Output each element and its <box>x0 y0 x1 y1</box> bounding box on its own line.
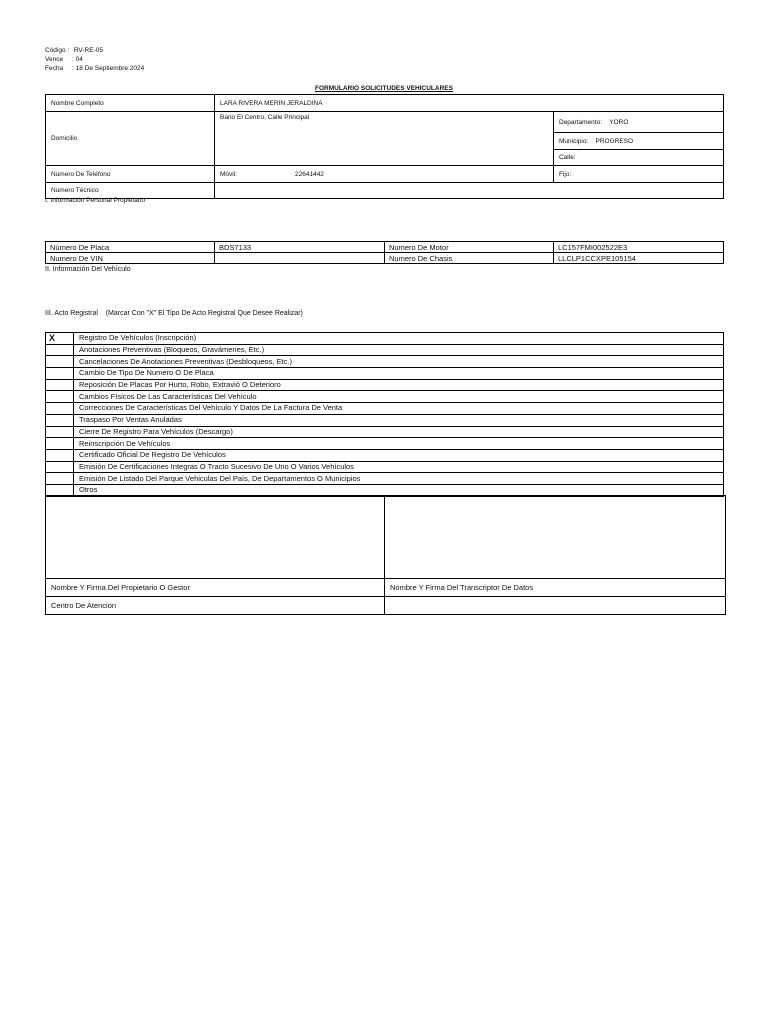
section-vehicle-caption: II. Información Del Vehículo <box>45 266 131 273</box>
technical-number-label: Numero Técnico <box>46 183 215 199</box>
plate-label: Número De Placa <box>46 242 215 253</box>
service-center-value[interactable] <box>385 597 726 615</box>
owner-signature-label: Nombre Y Firma Del Propietario O Gestor <box>46 579 385 597</box>
registry-act-row[interactable] <box>46 449 724 461</box>
registry-act-label: Cierre De Registro Para Vehículos (Descargo) <box>74 426 724 438</box>
registry-act-checkbox[interactable] <box>46 344 74 356</box>
registry-act-label: Certificado Oficial De Registro De Vehículos <box>74 449 724 461</box>
registry-act-checkbox[interactable] <box>46 391 74 403</box>
full-name-value[interactable]: LARA RIVERA MERIN JERALDINA <box>215 95 724 112</box>
registry-acts-table <box>45 332 724 497</box>
transcriber-signature-label: Nombre Y Firma Del Transcriptor De Datos <box>385 579 726 597</box>
code-value: RV-RE-05 <box>73 47 103 54</box>
registry-act-row[interactable] <box>46 426 724 438</box>
department-value[interactable]: YORO <box>609 118 629 126</box>
registry-act-row[interactable] <box>46 438 724 450</box>
vin-value[interactable] <box>215 253 385 264</box>
registry-act-label: Otros <box>74 484 724 496</box>
registry-act-label: Cancelaciones De Anotaciones Preventivas (Desbloqueos, Etc.) <box>74 356 724 368</box>
registry-act-label: Traspaso Por Ventas Anuladas <box>74 414 724 426</box>
engine-value[interactable]: LC157FMI002522E3 <box>554 242 724 253</box>
mobile-label: Móvil: <box>220 170 237 178</box>
registry-act-row[interactable] <box>46 473 724 485</box>
service-center-label: Centro De Atencion <box>46 597 385 615</box>
expires-label: Vence <box>45 56 64 63</box>
registry-act-row[interactable] <box>46 356 724 368</box>
registry-act-label: Emisión De Certificaciones Integras O Tracto Sucesivo De Uno O Varios Vehículos <box>74 461 724 473</box>
full-name-label: Nombre Completo <box>46 95 215 112</box>
registry-heading: III. Acto Registral <box>45 310 98 317</box>
date-value: : 18 De Septiembre 2024 <box>72 65 145 72</box>
street-label: Calle: <box>559 154 576 161</box>
registry-act-row[interactable] <box>46 333 724 345</box>
section-personal-caption: I. Información Personal Propietario <box>45 197 146 204</box>
chassis-value[interactable]: LLCLP1CCXPE105154 <box>554 253 724 264</box>
registry-act-row[interactable] <box>46 368 724 380</box>
address-value[interactable]: Bario El Centro, Calle Principal <box>215 112 554 166</box>
transcriber-signature-area[interactable] <box>385 496 726 579</box>
landline-label: Fijo: <box>559 170 572 178</box>
registry-act-label: Registro De Vehículos (Inscripción) <box>74 333 724 345</box>
registry-act-checkbox[interactable] <box>46 356 74 368</box>
department-label: Departamento: <box>559 118 602 126</box>
engine-label: Numero De Motor <box>385 242 554 253</box>
mobile-value[interactable]: 22641442 <box>295 170 324 178</box>
date-label: Fecha <box>45 65 64 72</box>
registry-heading-line <box>45 310 303 317</box>
address-label: Domicilio <box>46 112 215 166</box>
vin-label: Numero De VIN <box>46 253 215 264</box>
registry-act-checkbox[interactable] <box>46 473 74 485</box>
document-meta <box>45 46 144 73</box>
registry-act-label: Anotaciones Preventivas (Bloqueos, Gravámenes, Etc.) <box>74 344 724 356</box>
registry-act-label: Reposición De Placas Por Hurto, Robo, Extravió O Deterioro <box>74 379 724 391</box>
plate-value[interactable]: BDS7133 <box>215 242 385 253</box>
municipality-label: Municipio: <box>559 137 589 145</box>
registry-act-checkbox[interactable]: X <box>46 333 74 345</box>
vehicle-info-table <box>45 241 724 264</box>
form-title: FORMULARIO SOLICITUDES VEHICULARES <box>315 85 453 92</box>
registry-act-row[interactable] <box>46 414 724 426</box>
technical-number-value[interactable] <box>215 183 724 199</box>
registry-act-checkbox[interactable] <box>46 449 74 461</box>
registry-act-checkbox[interactable] <box>46 461 74 473</box>
registry-act-label: Emisión De Listado Del Parque Vehiculas Del País, De Departamentos O Municipios <box>74 473 724 485</box>
registry-instruction: (Marcar Con "X" El Tipo De Acto Registral Que Desee Realizar) <box>105 310 303 317</box>
registry-act-row[interactable] <box>46 391 724 403</box>
chassis-label: Numero De Chasis <box>385 253 554 264</box>
registry-act-checkbox[interactable] <box>46 368 74 380</box>
street-field[interactable] <box>554 150 724 166</box>
registry-act-checkbox[interactable] <box>46 403 74 415</box>
personal-info-table <box>45 94 724 199</box>
registry-act-label: Correcciones De Características Del Vehículo Y Datos De La Factura De Venta <box>74 403 724 415</box>
registry-act-label: Cambios Físicos De Las Características Del Vehículo <box>74 391 724 403</box>
landline-field[interactable] <box>554 166 724 183</box>
code-label: Código : <box>45 47 70 54</box>
registry-act-checkbox[interactable] <box>46 426 74 438</box>
registry-act-checkbox[interactable] <box>46 379 74 391</box>
registry-act-checkbox[interactable] <box>46 438 74 450</box>
phone-label: Numero De Teléfono <box>46 166 215 183</box>
registry-act-row[interactable] <box>46 461 724 473</box>
registry-act-row[interactable] <box>46 403 724 415</box>
municipality-value[interactable]: PROGRESO <box>595 137 634 145</box>
registry-act-checkbox[interactable] <box>46 414 74 426</box>
signatures-table <box>45 495 726 615</box>
registry-act-label: Reinscripción De Vehículos <box>74 438 724 450</box>
registry-act-row[interactable] <box>46 344 724 356</box>
owner-signature-area[interactable] <box>46 496 385 579</box>
expires-value: : 04 <box>72 56 83 63</box>
registry-act-row[interactable] <box>46 379 724 391</box>
registry-act-label: Cambio De Tipo De Numero O De Placa <box>74 368 724 380</box>
